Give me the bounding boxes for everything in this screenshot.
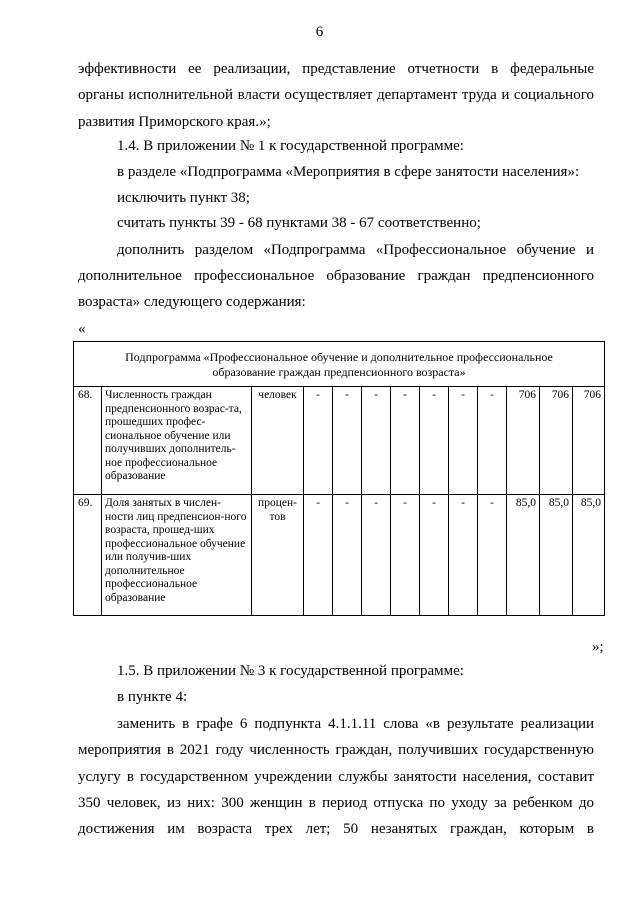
- value-cell: -: [362, 495, 391, 616]
- value-cell: -: [333, 387, 362, 495]
- text-line: дополнить разделом «Подпрограмма «Профессиональное обучение и: [117, 242, 594, 258]
- paragraph-item-1-4: 1.4. В приложении № 1 к государственной программе:: [117, 138, 464, 154]
- table-header: Подпрограмма «Профессиональное обучение и дополнительное профессиональное образование граждан предпенсионного возраста»: [74, 342, 605, 387]
- unit-cell: человек: [252, 387, 304, 495]
- indicator-name: Численность граждан предпенсионного возрас-та, прошедших профес-сиональное обучение или получивших дополнитель-ное профессиональное образование: [102, 387, 252, 495]
- indicators-table: [73, 341, 605, 616]
- close-quote: »;: [592, 639, 604, 655]
- value-cell: -: [391, 495, 420, 616]
- text-line: услугу в государственном учреждении службы занятости населения, составит: [78, 769, 594, 785]
- text-line: органы исполнительной власти осуществляет департамент труда и социального: [78, 87, 594, 103]
- text-line: эффективности ее реализации, представление отчетности в федеральные: [78, 61, 594, 77]
- value-cell: -: [449, 495, 478, 616]
- text-line: исключить пункт 38;: [117, 190, 250, 206]
- text-line: заменить в графе 6 подпункта 4.1.1.11 слова «в результате реализации: [117, 716, 594, 732]
- text-line: дополнительное профессиональное образование граждан предпенсионного: [78, 268, 594, 284]
- text-line: считать пункты 39 - 68 пунктами 38 - 67 соответственно;: [117, 215, 481, 231]
- value-cell: 85,0: [507, 495, 540, 616]
- text-line: развития Приморского края.»;: [78, 114, 271, 130]
- value-cell: -: [478, 495, 507, 616]
- value-cell: -: [478, 387, 507, 495]
- row-number: 68.: [74, 387, 102, 495]
- value-cell: -: [362, 387, 391, 495]
- value-cell: 706: [540, 387, 573, 495]
- value-cell: -: [420, 495, 449, 616]
- text-line: возраста» следующего содержания:: [78, 294, 306, 310]
- value-cell: -: [449, 387, 478, 495]
- text-line: мероприятия в 2021 году численность граждан, получивших государственную: [78, 742, 594, 758]
- text-line: достижения им возраста трех лет; 50 незанятых граждан, которым в: [78, 821, 594, 837]
- text-line: в пункте 4:: [117, 689, 188, 705]
- row-number: 69.: [74, 495, 102, 616]
- table-row: [74, 495, 605, 616]
- unit-cell: процен-тов: [252, 495, 304, 616]
- table-row: [74, 387, 605, 495]
- value-cell: -: [304, 495, 333, 616]
- text-line: 350 человек, из них: 300 женщин в период отпуска по уходу за ребенком до: [78, 795, 594, 811]
- value-cell: -: [391, 387, 420, 495]
- value-cell: 85,0: [573, 495, 605, 616]
- page-number: 6: [315, 24, 324, 40]
- value-cell: 85,0: [540, 495, 573, 616]
- value-cell: 706: [507, 387, 540, 495]
- value-cell: -: [420, 387, 449, 495]
- value-cell: -: [333, 495, 362, 616]
- paragraph-item-1-5: 1.5. В приложении № 3 к государственной программе:: [117, 663, 464, 679]
- value-cell: -: [304, 387, 333, 495]
- text-line: в разделе «Подпрограмма «Мероприятия в сфере занятости населения»:: [117, 164, 580, 180]
- indicator-name: Доля занятых в числен-ности лиц предпенсион-ного возраста, прошед-ших профессиональное обучение или получив-ших дополнительное профессиональное образование: [102, 495, 252, 616]
- open-quote: «: [78, 321, 86, 337]
- value-cell: 706: [573, 387, 605, 495]
